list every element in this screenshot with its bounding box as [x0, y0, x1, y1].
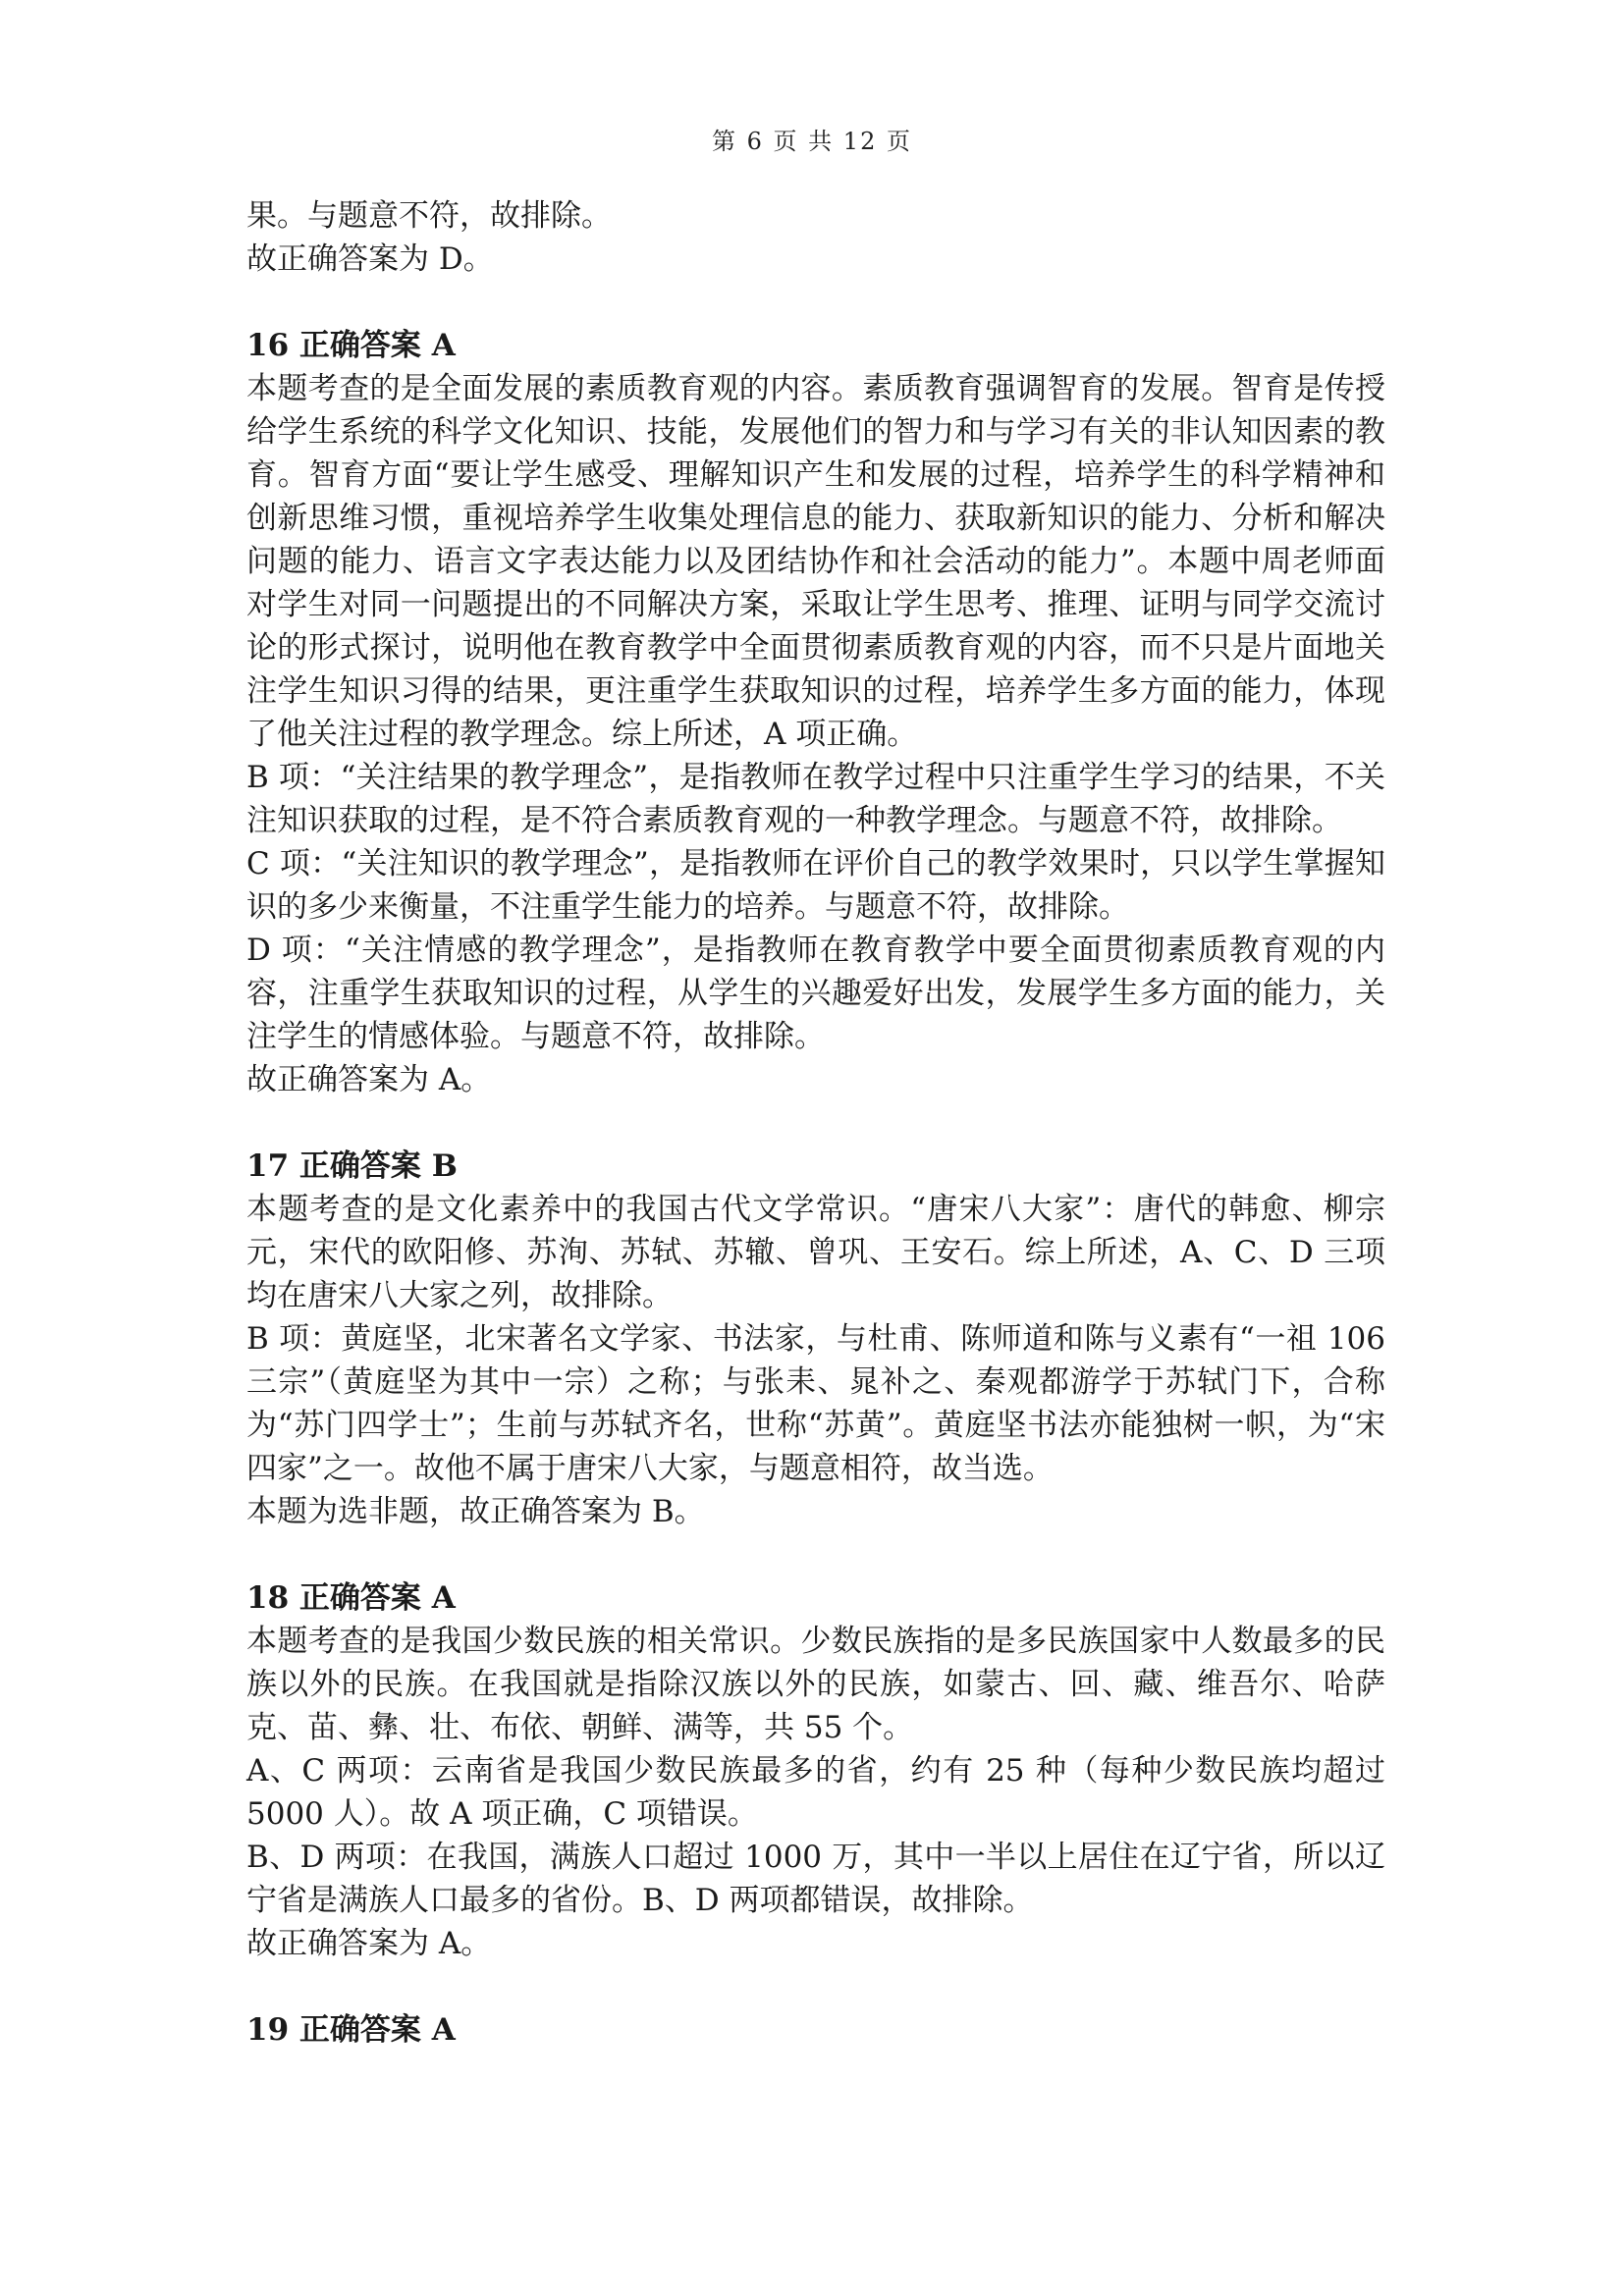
paragraph: 故正确答案为 A。 [246, 1926, 492, 1961]
paragraph: B 项：“关注结果的教学理念”，是指教师在教学过程中只注重学生学习的结果，不关注知识获取的过程，是不符合素质教育观的一种教学理念。与题意不符，故排除。 [246, 760, 1385, 838]
page-number-header: 第 6 页 共 12 页 [712, 128, 912, 155]
continued-answer [246, 194, 1385, 281]
paragraph: 故正确答案为 D。 [246, 241, 494, 277]
paragraph: 本题考查的是我国少数民族的相关常识。少数民族指的是多民族国家中人数最多的民族以外的民族。在我国就是指除汉族以外的民族，如蒙古、回、藏、维吾尔、哈萨克、苗、彝、壮、布依、朝鲜、满等，共 55 个。 [246, 1624, 1385, 1745]
paragraph: D 项：“关注情感的教学理念”，是指教师在教育教学中要全面贯彻素质教育观的内容，注重学生获取知识的过程，从学生的兴趣爱好出发，发展学生多方面的能力，关注学生的情感体验。与题意不符，故排除。 [246, 933, 1385, 1054]
answer-heading: 19 正确答案 A [246, 2012, 456, 2048]
document-body [246, 194, 1385, 2052]
paragraph: 本题考查的是全面发展的素质教育观的内容。素质教育强调智育的发展。智育是传授给学生系统的科学文化知识、技能，发展他们的智力和与学习有关的非认知因素的教育。智育方面“要让学生感受、理解知识产生和发展的过程，培养学生的科学精神和创新思维习惯，重视培养学生收集处理信息的能力、获取新知识的能力、分析和解决问题的能力、语言文字表达能力以及团结协作和社会活动的能力”。本题中周老师面对学生对同一问题提出的不同解决方案，采取让学生思考、推理、证明与同学交流讨论的形式探讨，说明他在教育教学中全面贯彻素质教育观的内容，而不只是片面地关注学生知识习得的结果，更注重学生获取知识的过程，培养学生多方面的能力，体现了他关注过程的教学理念。综上所述，A 项正确。 [246, 371, 1385, 752]
answer-section-17 [246, 1145, 1385, 1533]
answer-heading: 18 正确答案 A [246, 1580, 456, 1616]
paragraph: B、D 两项：在我国，满族人口超过 1000 万，其中一半以上居住在辽宁省，所以辽宁省是满族人口最多的省份。B、D 两项都错误，故排除。 [246, 1840, 1385, 1918]
paragraph: B 项：黄庭坚，北宋著名文学家、书法家，与杜甫、陈师道和陈与义素有“一祖 106 三宗”（黄庭坚为其中一宗）之称；与张耒、晁补之、秦观都游学于苏轼门下，合称为“苏门四学士”；生前与苏轼齐名，世称“苏黄”。黄庭坚书法亦能独树一帜，为“宋四家”之一。故他不属于唐宋八大家，与题意相符，故当选。 [246, 1321, 1385, 1486]
paragraph: 本题考查的是文化素养中的我国古代文学常识。“唐宋八大家”：唐代的韩愈、柳宗元，宋代的欧阳修、苏洵、苏轼、苏辙、曾巩、王安石。综上所述，A、C、D 三项均在唐宋八大家之列，故排除。 [246, 1192, 1385, 1313]
answer-section-19 [246, 2008, 1385, 2052]
paragraph: 本题为选非题，故正确答案为 B。 [246, 1494, 705, 1529]
answer-section-16 [246, 324, 1385, 1101]
paragraph: C 项：“关注知识的教学理念”，是指教师在评价自己的教学效果时，只以学生掌握知识的多少来衡量，不注重学生能力的培养。与题意不符，故排除。 [246, 846, 1385, 925]
paragraph: 故正确答案为 A。 [246, 1062, 492, 1097]
answer-section-18 [246, 1576, 1385, 1965]
paragraph: 果。与题意不符，故排除。 [246, 198, 612, 234]
answer-heading: 17 正确答案 B [246, 1148, 458, 1184]
paragraph: A、C 两项：云南省是我国少数民族最多的省，约有 25 种（每种少数民族均超过 5000 人）。故 A 项正确，C 项错误。 [246, 1753, 1385, 1832]
answer-heading: 16 正确答案 A [246, 328, 456, 363]
